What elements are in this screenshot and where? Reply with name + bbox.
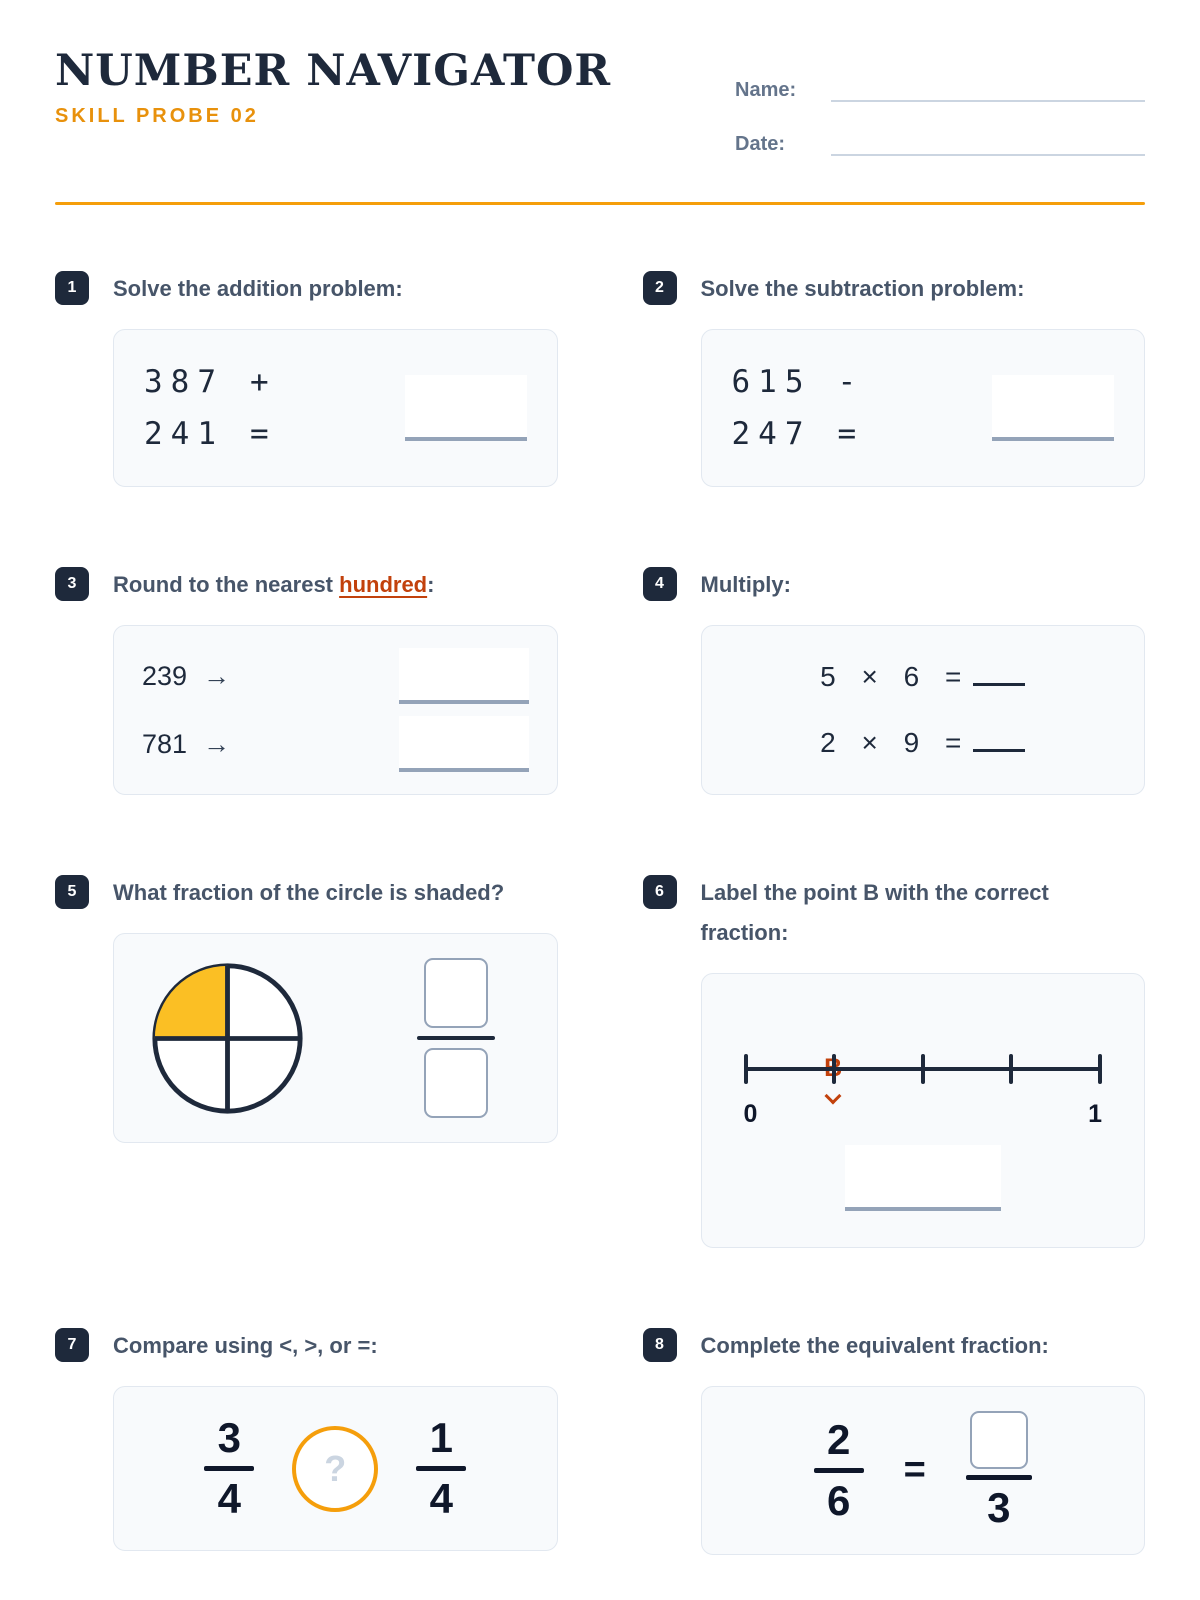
right-numerator: 1 [429, 1414, 453, 1461]
round-row-1 [142, 648, 529, 704]
date-field-row [735, 116, 1145, 156]
expression-line [144, 356, 277, 408]
label-one: 1 [1088, 1100, 1102, 1128]
problem-8 [643, 1326, 1146, 1555]
problem-7-badge: 7 [55, 1328, 89, 1362]
numerator-answer-box[interactable] [970, 1411, 1028, 1469]
name-write-line[interactable] [831, 72, 1145, 102]
problem-4-header [643, 565, 1146, 605]
name-field-row [735, 62, 1145, 102]
operator: - [837, 364, 865, 400]
equals-sign: = [903, 1449, 926, 1491]
number-line [746, 1054, 1101, 1084]
problem-6-question: Label the point B with the correct fraction: [700, 880, 1049, 945]
problem-4-blank-1[interactable] [973, 683, 1025, 686]
operator: = [837, 416, 865, 452]
problem-5-header [55, 873, 558, 913]
left-fraction [204, 1416, 254, 1521]
problem-3-answer-box-1[interactable] [399, 648, 529, 704]
date-label: Date: [735, 133, 786, 155]
problem-2-answer-box[interactable] [992, 375, 1114, 441]
problem-3-question: Round to the nearest hundred: [113, 572, 435, 597]
problem-6 [643, 873, 1146, 1248]
problem-2-expression [732, 356, 865, 460]
tick-three-quarter [1009, 1054, 1013, 1084]
comparison-answer-circle[interactable]: ? [292, 1426, 378, 1512]
arrow-icon: → [203, 660, 231, 691]
problem-3-card [113, 625, 558, 795]
problem-8-badge: 8 [643, 1328, 677, 1362]
problem-6-badge: 6 [643, 875, 677, 909]
expression-line [144, 408, 277, 460]
mult-row-2: 2 × 9 = [820, 727, 1025, 759]
highlight-hundred: hundred [339, 572, 428, 597]
problem-1-badge: 1 [55, 271, 89, 305]
problem-1 [55, 269, 558, 487]
problems-grid [55, 269, 1145, 1555]
problem-3 [55, 565, 558, 795]
name-date-fields [735, 48, 1145, 170]
mult-row-1: 5 × 6 = [820, 661, 1025, 693]
problem-7-header [55, 1326, 558, 1366]
chevron-down-icon [825, 1088, 842, 1105]
problem-5-badge: 5 [55, 875, 89, 909]
problem-2-badge: 2 [643, 271, 677, 305]
problem-5-question: What fraction of the circle is shaded? [113, 880, 505, 905]
problem-1-question: Solve the addition problem: [113, 276, 403, 301]
fraction-bar [204, 1466, 254, 1471]
expression-line [732, 408, 865, 460]
denominator-answer-box[interactable] [424, 1048, 488, 1118]
date-write-line[interactable] [831, 126, 1145, 156]
problem-3-answer-box-2[interactable] [399, 716, 529, 772]
tick-1 [1098, 1054, 1102, 1084]
operand: 615 [731, 364, 812, 400]
problem-8-header [643, 1326, 1146, 1366]
page-title: NUMBER NAVIGATOR [55, 46, 612, 96]
fraction-bar [814, 1468, 864, 1473]
problem-1-answer-box[interactable] [405, 375, 527, 441]
problem-7-card [113, 1386, 558, 1551]
label-zero: 0 [743, 1100, 758, 1128]
tick-0 [744, 1054, 748, 1084]
left-denominator: 4 [217, 1475, 241, 1522]
header-divider [55, 202, 1145, 205]
problem-1-expression [144, 356, 277, 460]
problem-7-question: Compare using <, >, or =: [113, 1333, 378, 1358]
problem-3-header [55, 565, 558, 605]
numerator-answer-box[interactable] [424, 958, 488, 1028]
problem-5 [55, 873, 558, 1143]
problem-6-card [701, 973, 1146, 1248]
problem-2-question: Solve the subtraction problem: [700, 276, 1025, 301]
operator: = [250, 416, 277, 452]
fraction-bar [416, 1466, 466, 1471]
problem-2-header [643, 269, 1146, 309]
round-value: 781 → [142, 728, 231, 759]
name-label: Name: [735, 79, 797, 101]
problem-7 [55, 1326, 558, 1551]
right-fraction [416, 1416, 466, 1521]
number-line-labels [744, 1100, 1103, 1129]
problem-4-question: Multiply: [700, 572, 791, 597]
operand: 247 [731, 416, 812, 452]
problem-1-header [55, 269, 558, 309]
tick-half [921, 1054, 925, 1084]
problem-6-answer-box[interactable] [845, 1145, 1001, 1211]
title-block [55, 48, 611, 128]
point-name-bold: B [863, 880, 879, 905]
problem-2-card [701, 329, 1146, 487]
left-denominator: 6 [826, 1477, 851, 1524]
number-line-wrap [744, 1054, 1103, 1129]
tick-quarter [832, 1054, 836, 1084]
header [55, 48, 1145, 170]
right-denominator: 4 [429, 1475, 453, 1522]
problem-4-badge: 4 [643, 567, 677, 601]
left-numerator: 2 [826, 1416, 851, 1463]
problem-8-card [701, 1386, 1146, 1555]
problem-2 [643, 269, 1146, 487]
problem-4-blank-2[interactable] [973, 749, 1025, 752]
problem-5-card [113, 933, 558, 1143]
right-fraction [966, 1411, 1032, 1530]
page-subtitle: SKILL PROBE 02 [55, 105, 259, 128]
left-fraction [814, 1418, 864, 1523]
worksheet-page [55, 48, 1145, 1555]
problem-1-card [113, 329, 558, 487]
problem-4 [643, 565, 1146, 795]
problem-4-card [701, 625, 1146, 795]
round-value: 239 → [142, 660, 231, 691]
expression-line [732, 356, 865, 408]
right-denominator: 3 [987, 1484, 1011, 1531]
round-row-2 [142, 716, 529, 772]
fraction-answer-input [417, 958, 495, 1118]
fraction-bar [417, 1036, 495, 1040]
fraction-bar [966, 1475, 1032, 1480]
arrow-icon: → [203, 728, 231, 759]
problem-3-badge: 3 [55, 567, 89, 601]
operator: + [250, 364, 277, 400]
quartered-circle-graphic [150, 961, 305, 1116]
left-numerator: 3 [217, 1414, 241, 1461]
operand: 241 [144, 416, 224, 452]
operand: 387 [144, 364, 224, 400]
problem-6-header [643, 873, 1146, 953]
problem-8-question: Complete the equivalent fraction: [700, 1333, 1049, 1358]
